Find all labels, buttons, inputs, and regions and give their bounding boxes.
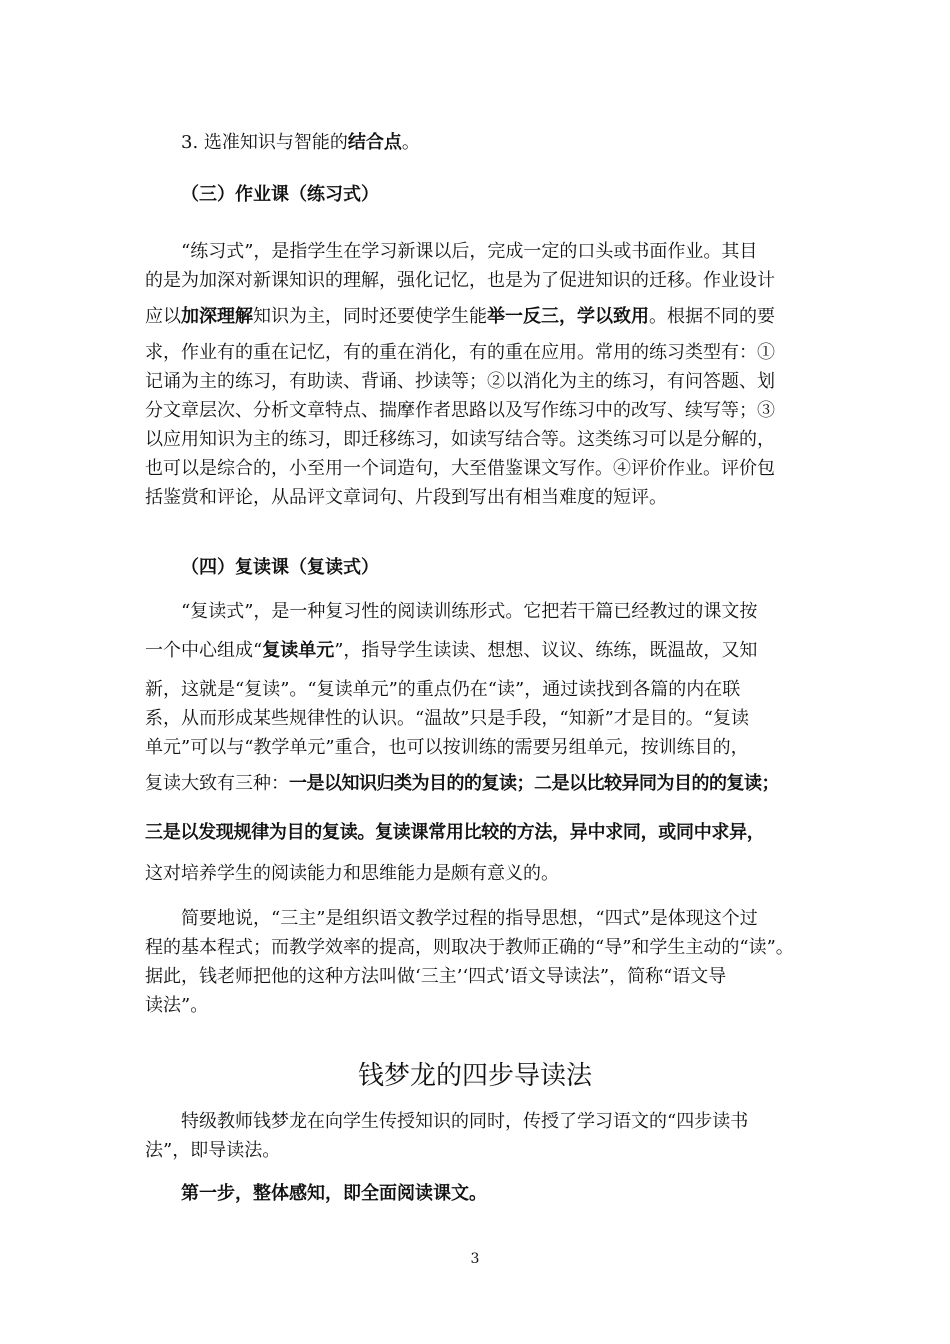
text-run: 应以 bbox=[145, 306, 181, 327]
text-line: 单元”可以与“教学单元”重合，也可以按训练的需要另组单元，按训练目的， bbox=[145, 737, 749, 758]
text-line: 新，这就是“复读”。“复读单元”的重点仍在“读”，通过读找到各篇的内在联 bbox=[145, 679, 741, 700]
text-line: “练习式”，是指学生在学习新课以后，完成一定的口头或书面作业。其目 bbox=[163, 241, 758, 262]
section-4-heading: （四）复读课（复读式） bbox=[181, 557, 379, 578]
text-line: 读法”。 bbox=[145, 995, 209, 1016]
text-line: 三是以发现规律为目的复读。复读课常用比较的方法，异中求同，或同中求异， bbox=[145, 822, 765, 843]
text-run: 复读大致有三种： bbox=[145, 773, 289, 794]
text-run: 一个中心组成“ bbox=[145, 640, 263, 661]
item-3 bbox=[145, 128, 846, 154]
text-line: 括鉴赏和评论，从品评文章词句、片段到写出有相当难度的短评。 bbox=[145, 487, 667, 508]
step-1-heading: 第一步，整体感知，即全面阅读课文。 bbox=[181, 1183, 487, 1204]
text-line: 记诵为主的练习，有助读、背诵、抄读等；②以消化为主的练习，有问答题、划 bbox=[145, 371, 775, 392]
bold-run: 复读单元 bbox=[262, 640, 335, 661]
paragraph-homework bbox=[145, 237, 810, 512]
text-run: 知识为主，同时还要使学生能 bbox=[253, 306, 487, 327]
text-line: 特级教师钱梦龙在向学生传授知识的同时，传授了学习语文的“四步读书 bbox=[163, 1111, 749, 1132]
text-line: “复读式”，是一种复习性的阅读训练形式。它把若干篇已经教过的课文按 bbox=[163, 601, 758, 622]
text-line: 法”，即导读法。 bbox=[145, 1140, 281, 1161]
item-3-bold: 结合点 bbox=[347, 132, 402, 153]
bold-run: 一是以知识归类为目的的复读；二是以比较异同为目的的复读； bbox=[289, 773, 779, 794]
text-line: 以应用知识为主的练习，即迁移练习，如读写结合等。这类练习可以是分解的， bbox=[145, 429, 775, 450]
section-3-heading: （三）作业课（练习式） bbox=[181, 184, 379, 205]
bold-run: 加深理解 bbox=[181, 306, 253, 327]
text-run: 。根据不同的要 bbox=[649, 306, 775, 327]
text-line: 也可以是综合的，小至用一个词造句，大至借鉴课文写作。④评价作业。评价包 bbox=[145, 458, 775, 479]
paragraph-summary bbox=[145, 904, 810, 1020]
text-line: 程的基本程式；而教学效率的提高，则取决于教师正确的“导”和学生主动的“读”。 bbox=[145, 937, 794, 958]
paragraph-intro bbox=[145, 1107, 810, 1165]
text-line: 求，作业有的重在记忆，有的重在消化，有的重在应用。常用的练习类型有：① bbox=[145, 342, 775, 363]
article-title: 钱梦龙的四步导读法 bbox=[357, 1061, 592, 1091]
item-3-prefix: 3. 选准知识与智能的 bbox=[181, 132, 348, 153]
bold-run: 举一反三，学以致用 bbox=[487, 306, 649, 327]
text-line: 据此，钱老师把他的这种方法叫做‘三主’‘四式’语文导读法”，简称“语文导 bbox=[145, 966, 727, 987]
text-line bbox=[145, 769, 810, 798]
text-line: 这对培养学生的阅读能力和思维能力是颇有意义的。 bbox=[145, 863, 559, 884]
page-number: 3 bbox=[470, 1251, 480, 1267]
text-line: 简要地说，“三主”是组织语文教学过程的指导思想，“四式”是体现这个过 bbox=[163, 908, 758, 929]
text-line bbox=[145, 302, 810, 331]
text-line: 系，从而形成某些规律性的认识。“温故”只是手段，“知新”才是目的。“复读 bbox=[145, 708, 750, 729]
paragraph-review bbox=[145, 597, 810, 888]
text-run: ”，指导学生读读、想想、议议、练练，既温故，又知 bbox=[334, 640, 758, 661]
text-line bbox=[145, 636, 810, 665]
text-line: 的是为加深对新课知识的理解，强化记忆，也是为了促进知识的迁移。作业设计 bbox=[145, 270, 775, 291]
text-line: 分文章层次、分析文章特点、揣摩作者思路以及写作练习中的改写、续写等；③ bbox=[145, 400, 775, 421]
item-3-suffix: 。 bbox=[401, 132, 420, 153]
